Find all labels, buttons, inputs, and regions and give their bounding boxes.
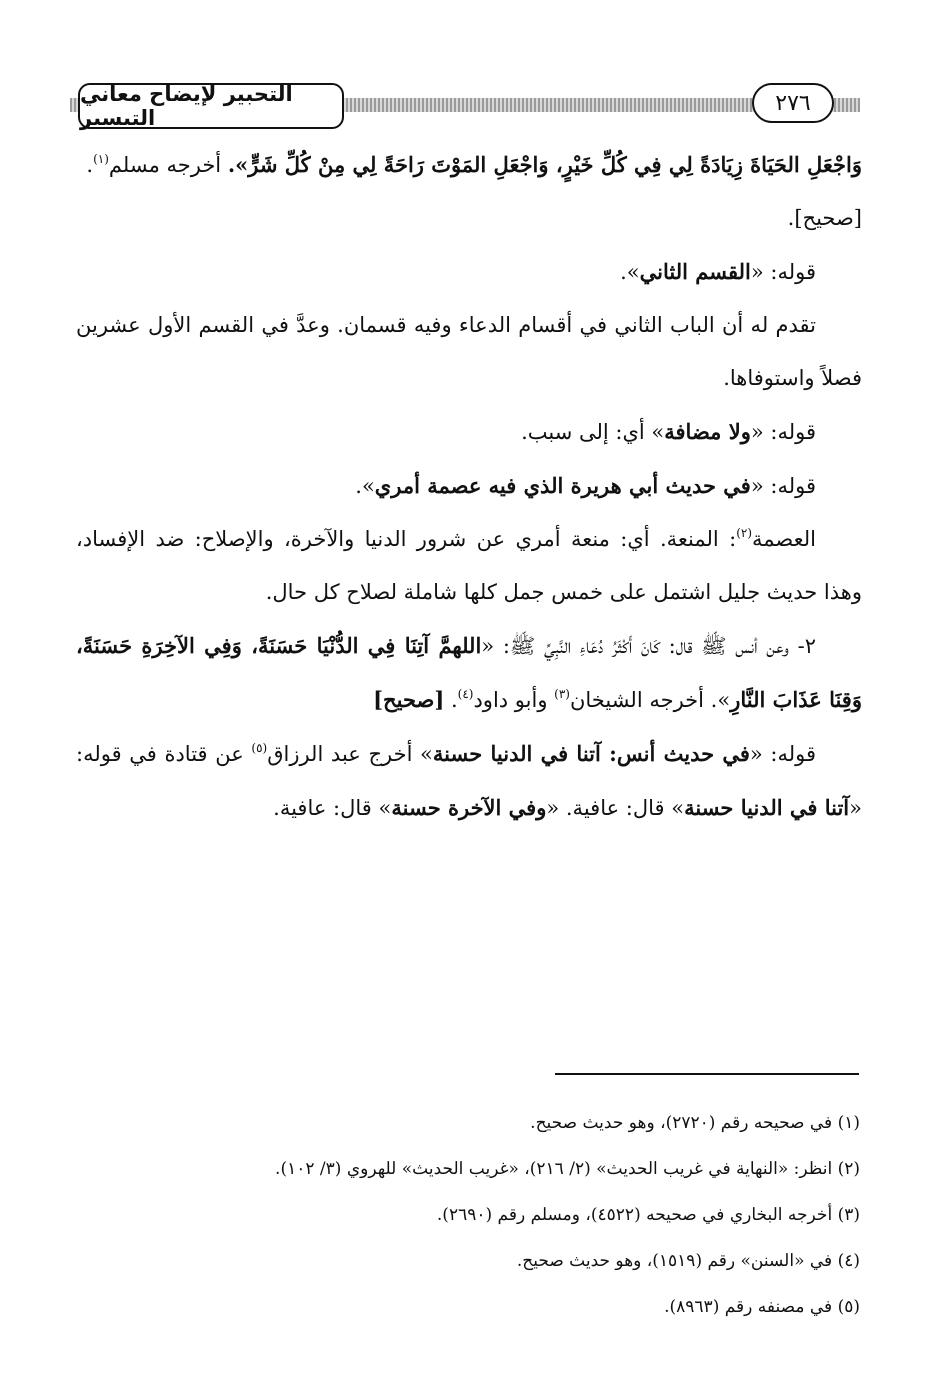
body-text (76, 138, 862, 835)
footnote-5: (٥) في مصنفه رقم (٨٩٦٣). (664, 1297, 860, 1317)
footnote-4: (٤) في «السنن» رقم (١٥١٩)، وهو حديث صحيح. (516, 1251, 860, 1271)
footnote-divider (555, 1073, 859, 1075)
paragraph-qawluhu-1 (76, 245, 862, 299)
footnote-ref-2[interactable]: (٢) (736, 526, 753, 540)
definition-text: : المنعة. أي: منعة أمري عن شرور الدنيا والآخرة، والإصلاح: ضد الإفساد، وهذا حديث جليل اشتمل على خمس جمل كلها شاملة لصلاح كل حال. (76, 527, 862, 604)
page-header (70, 83, 860, 135)
term: العصمة (752, 527, 816, 551)
quote-open: قوله: « (750, 474, 816, 498)
grade-label: [صحيح] (373, 687, 445, 712)
paragraph-qawluhu-2 (76, 405, 862, 459)
footnote-1: (١) في صحيحه رقم (٢٧٢٠)، وهو حديث صحيح. (530, 1113, 860, 1133)
period: . (444, 688, 458, 712)
paragraph-qawluhu-3 (76, 459, 862, 513)
quoted-phrase: في حديث أنس: آتنا في الدنيا حسنة (432, 741, 750, 766)
quoted-phrase: وفي الآخرة حسنة (391, 795, 547, 820)
page-number: ٢٧٦ (752, 83, 834, 123)
period: . (86, 153, 94, 177)
quoted-phrase: القسم الثاني (639, 259, 751, 284)
quote-close: » أي: إلى سبب. (521, 420, 665, 444)
book-title: التحبير لإيضاح معاني التيسير (78, 83, 344, 129)
source-text: وأبو داود (473, 688, 555, 712)
paragraph-ismah (76, 513, 862, 619)
source-text: ». أخرجه الشيخان (569, 688, 731, 712)
footnote-ref-5[interactable]: (٥) (251, 741, 268, 755)
quote-open: قوله: « (749, 742, 817, 766)
paragraph-hadith-2 (76, 619, 862, 727)
source-text: » أخرج عبد الرزاق (267, 742, 433, 766)
quoted-phrase: ولا مضافة (664, 419, 751, 444)
footnote-ref-1[interactable]: (١) (93, 152, 109, 166)
hadith-text: اللهمَّ آتِنَا فِي الدُّنْيَا حَسَنَةً، وَفِي الآخِرَةِ حَسَنَةً، وَقِنَا عَذَابَ النَّارِ (76, 633, 862, 712)
footnote-ref-3[interactable]: (٣) (554, 687, 570, 701)
paragraph-qawluhu-4 (76, 727, 862, 835)
quote-close: ». (355, 474, 375, 498)
grade-label: [صحيح]. (787, 206, 862, 230)
quote-open: قوله: « (750, 260, 816, 284)
explanation-text: » قال: عافية. « (546, 796, 685, 820)
paragraph-explanation: تقدم له أن الباب الثاني في أقسام الدعاء وفيه قسمان. وعدَّ في القسم الأول عشرين فصلاً واستوفاها. (76, 313, 862, 390)
quote-open: قوله: « (750, 420, 816, 444)
paragraph-hadith-end (76, 138, 862, 245)
explanation-text: » قال: عافية. (273, 796, 392, 820)
hadith-text: وَاجْعَلِ الحَيَاةَ زِيَادَةً لِي فِي كُلِّ خَيْرٍ، وَاجْعَلِ المَوْتَ رَاحَةً لِي مِنْ كُلِّ شَرٍّ». (227, 152, 862, 177)
footnotes (110, 1100, 860, 1330)
footnote-2: (٢) انظر: «النهاية في غريب الحديث» (٢/ ٢١٦)، «غريب الحديث» للهروي (٣/ ١٠٢). (275, 1159, 860, 1179)
quoted-phrase: في حديث أبي هريرة الذي فيه عصمة أمري (374, 473, 751, 498)
quoted-phrase: آتنا في الدنيا حسنة (684, 795, 850, 820)
source-text: أخرجه مسلم (108, 153, 228, 177)
footnote-3: (٣) أخرجه البخاري في صحيحه (٤٥٢٢)، ومسلم رقم (٢٦٩٠). (436, 1205, 860, 1225)
quote-close: ». (620, 260, 640, 284)
source-text: عن قتادة في قوله: « (76, 742, 862, 820)
footnote-ref-4[interactable]: (٤) (457, 687, 474, 701)
narration-intro: ٢- وعن أنس ﷺ قال: كَانَ أَكْثَرُ دُعَاءِ النَّبِيِّ ﷺ: « (481, 634, 816, 658)
